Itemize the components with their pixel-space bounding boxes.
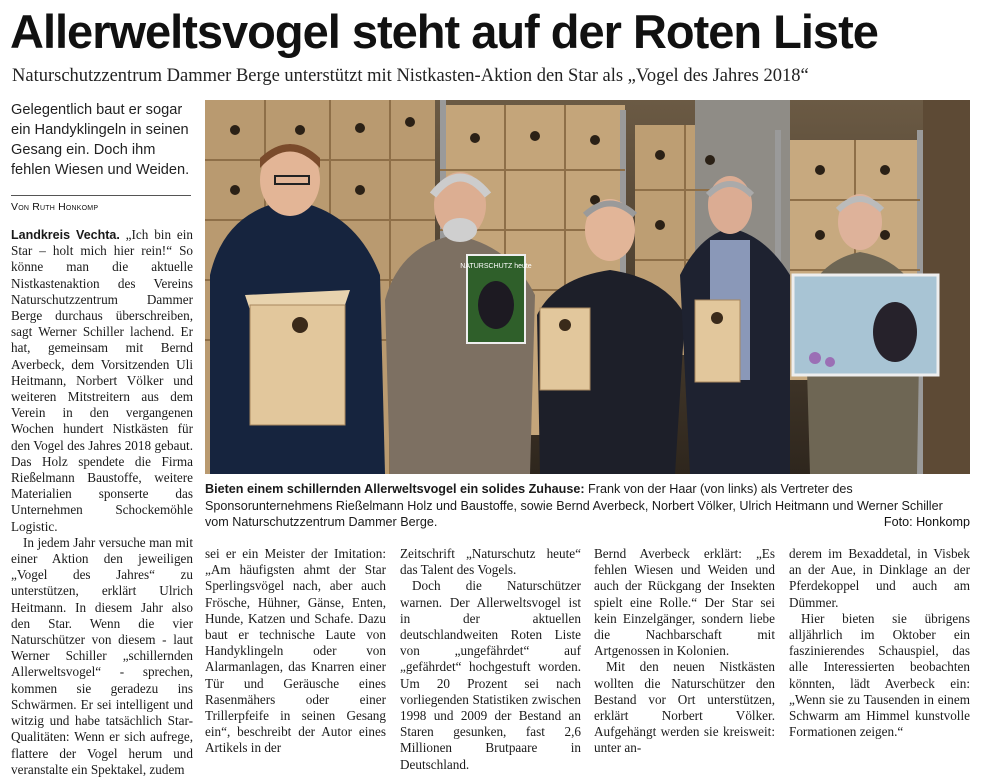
column-4-paragraph-2: Mit den neuen Nistkästen wollten die Naturschützer den Bestand vor Ort unterstützen, erklärt Norbert Völker. Aufgehängt werden sie kreisweit: unter an- — [594, 659, 775, 756]
column-1 — [11, 227, 193, 778]
photo-caption — [205, 481, 970, 531]
column-4-paragraph-1: Bernd Averbeck erklärt: „Es fehlen Wiesen und Weiden und auch der Rückgang der Insekten spielt eine Rolle.“ Der Star sei kein Einzelgänger, sondern liebe die Nachbarschaft mit Artgenossen in Kolonien. — [594, 546, 775, 659]
column-5-paragraph-1: derem im Bexaddetal, in Visbek an der Aue, in Dinklage an der Pferdekoppel und auch am Dümmer. — [789, 546, 970, 610]
nest-box-3 — [540, 308, 590, 390]
column-2 — [205, 546, 386, 757]
column-3 — [400, 546, 581, 773]
column-1-paragraph-2: In jedem Jahr versuche man mit einer Aktion den jeweiligen „Vogel des Jahres“ zu unterstützen, erklärt Ulrich Heitmann. In diesem Jahr also den Star. Wenn die vier Naturschützer von diesem - laut Werner Schiller „schillernden Allerweltsvogel“ - sprechen, kommen sie geradezu ins Schwärmen. Er sei intelligent und witzig und habe tatsächlich Star-Qualitäten: Wenn er sich aufrege, flattere der Vogel herum und veranstalte ein Spektakel, zudem — [11, 534, 193, 777]
column-1-text-1: „Ich bin ein Star – holt mich hier rein!“ So könne man die aktuelle Nistkastenaktion des Vereins Naturschutzzentrum Dammer Berge durchaus überschreiben, sagt Werner Schiller lachend. Er hat, gemeinsam mit Bernd Averbeck, dem Vorsitzenden Uli Heitmann, Norbert Völker und weiteren Mitstreitern aus dem Verein in den vergangenen Wochen hundert Nistkästen für den Vogel des Jahres 2018 gebaut. Das Holz spendete die Firma Rießelmann Baustoffe, weitere Materialien sponserte das Unternehmen Schockemöhle Logistic. — [11, 227, 193, 534]
caption-lead: Bieten einem schillernden Allerweltsvogel ein solides Zuhause: — [205, 482, 585, 496]
dateline: Landkreis Vechta. — [11, 228, 120, 242]
column-4 — [594, 546, 775, 757]
photo-credit: Foto: Honkomp — [883, 515, 970, 529]
nest-box-4 — [695, 300, 740, 382]
article-photo — [205, 100, 970, 474]
magazine-naturschutz-heute — [460, 255, 532, 343]
caption-text: Frank von der Haar (von links) als Vertreter des Sponsorunternehmens Rießelmann Holz und Baustoffe, sowie Bernd Averbeck, Norbert Völker, Ulrich Heitmann und Werner Schiller vom Naturschutzzentrum Dammer Berge. — [205, 482, 943, 529]
column-2-paragraph-1: sei er ein Meister der Imitation: „Am häufigsten ahmt der Star Sperlingsvögel nach, aber auch Frösche, Hühner, Gänse, Enten, Hunde, Katzen und Schafe. Dazu baut er technische Laute von Handyklingeln oder von Alarmanlagen, das Knarren einer Tür und Geräusche eines Rasenmähers oder einer Trillerpfeife in seinen Gesang ein“, beschreibt der Autor eines Artikels in der — [205, 546, 386, 756]
column-3-paragraph-2: Doch die Naturschützer warnen. Der Allerweltsvogel ist in der aktuellen deutschlandweiten Roten Liste von „ungefährdet“ auf „gefährdet“ hochgestuft worden. Um 20 Prozent sei nach vorliegenden Statistiken zwischen 1998 und 2009 der Bestand an Staren gesunken, fast 2,6 Millionen Brutpaare in Deutschland. — [400, 578, 581, 772]
column-5-paragraph-2: Hier bieten sie übrigens alljährlich im Oktober ein faszinierendes Schauspiel, das alle Interessierten beobachten könnten, lädt Averbeck ein: „Wenn sie zu Tausenden in einem Schwarm am Himmel kunstvolle Formationen zeigen.“ — [789, 610, 970, 740]
column-1-paragraph-1 — [11, 227, 193, 535]
starling-poster — [793, 275, 938, 375]
magazine-title: NATURSCHUTZ heute — [460, 263, 532, 270]
teaser: Gelegentlich baut er sogar ein Handyklingeln in seinen Gesang ein. Doch ihm fehlen Wiesen und Weiden. — [11, 102, 190, 178]
subheadline: Naturschutzzentrum Dammer Berge unterstützt mit Nistkasten-Aktion den Star als „Vogel des Jahres 2018“ — [12, 66, 809, 86]
headline: Allerweltsvogel steht auf der Roten Liste — [10, 5, 878, 58]
column-3-paragraph-1: Zeitschrift „Naturschutz heute“ das Talent des Vogels. — [400, 546, 581, 578]
byline-divider — [11, 195, 191, 196]
nest-box-1 — [245, 290, 350, 425]
byline: Von Ruth Honkomp — [11, 201, 99, 213]
column-5 — [789, 546, 970, 740]
